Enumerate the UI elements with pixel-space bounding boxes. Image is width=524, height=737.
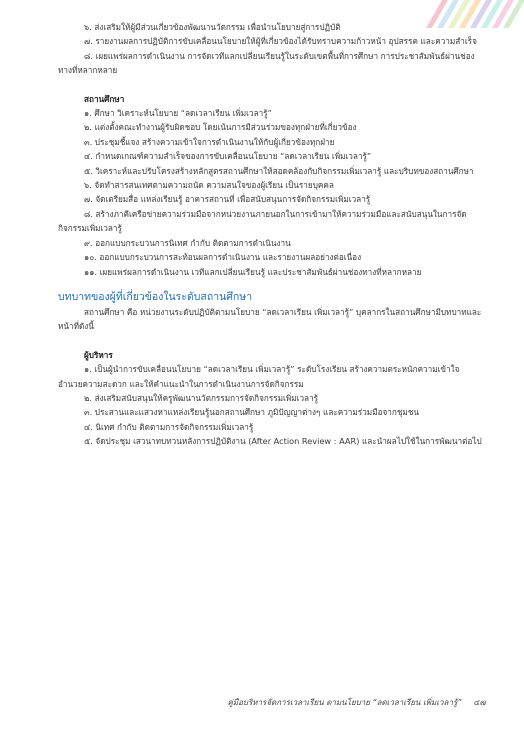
list-item: ๔. นิเทศ กำกับ ติดตามการจัดกิจกรรมเพิ่มเวลารู้ (84, 421, 254, 432)
section-heading-admin: ผู้บริหาร (84, 349, 113, 360)
page-content (58, 20, 486, 449)
list-item: ๒. แต่งตั้งคณะทำงานผู้รับผิดชอบ โดยเน้นการมีส่วนร่วมของทุกฝ่ายที่เกี่ยวข้อง (84, 122, 357, 133)
list-item: ๒. ส่งเสริมสนับสนุนให้ครูพัฒนานวัตกรรมการจัดกิจกรรมเพิ่มเวลารู้ (84, 392, 319, 403)
page-number: ๔๗ (473, 698, 486, 707)
list-item: ๑. ศึกษา วิเคราะห์นโยบาย “ลดเวลาเรียน เพิ่มเวลารู้” (84, 108, 272, 119)
page-footer (0, 696, 486, 709)
list-item: ๓. ประสานและแสวงหาแหล่งเรียนรู้นอกสถานศึกษา ภูมิปัญญาต่างๆ และความร่วมมือจากชุมชน (84, 407, 419, 418)
paragraph: ๘. เผยแพร่ผลการดำเนินงาน การจัดเวทีแลกเปลี่ยนเรียนรู้ในระดับเขตพื้นที่การศึกษา การประชาสัมพันธ์ผ่านช่องทางที่หลากหลาย (58, 50, 475, 76)
list-item: ๔. กำหนดเกณฑ์ความสำเร็จของการขับเคลื่อนนโยบาย “ลดเวลาเรียน เพิ่มเวลารู้” (84, 151, 372, 162)
footer-title: คู่มือบริหารจัดการเวลาเรียน ตามนโยบาย “ลดเวลาเรียน เพิ่มเวลารู้” (227, 698, 462, 707)
list-item: ๑๑. เผยแพร่ผลการดำเนินงาน เวทีแลกเปลี่ยนเรียนรู้ และประชาสัมพันธ์ผ่านช่องทางที่หลากหลาย (84, 266, 422, 277)
list-item: ๖. จัดทำสารสนเทศตามความถนัด ความสนใจของผู้เรียน เป็นรายบุคคล (84, 180, 334, 191)
roles-heading: บทบาทของผู้ที่เกี่ยวข้องในระดับสถานศึกษา (58, 290, 253, 303)
list-item: ๑๐. ออกแบบกระบวนการสะท้อนผลการดำเนินงาน และรายงานผลอย่างต่อเนื่อง (84, 252, 362, 263)
list-item: ๗. จัดเตรียมสื่อ แหล่งเรียนรู้ อาคารสถานที่ เพื่อสนับสนุนการจัดกิจกรรมเพิ่มเวลารู้ (84, 194, 371, 205)
list-item: ๘. สร้างภาคีเครือข่ายความร่วมมือจากหน่วยงานภายนอกในการเข้ามาให้ความร่วมมือและสนับสนุนในการจัดกิจกรรมเพิ่มเวลารู้ (58, 208, 467, 234)
list-item: ๕. จัดประชุม เสวนาทบทวนหลังการปฏิบัติงาน (After Action Review : AAR) และนำผลไปใช้ในการพัฒนาต่อไป (84, 436, 482, 447)
list-item: ๓. ประชุมชี้แจง สร้างความเข้าใจการดำเนินงานให้กับผู้เกี่ยวข้องทุกฝ่าย (84, 136, 335, 147)
list-item: ๙. ออกแบบกระบวนการนิเทศ กำกับ ติดตามการดำเนินงาน (84, 237, 291, 248)
list-item: ๕. วิเคราะห์และปรับโครงสร้างหลักสูตรสถานศึกษาให้สอดคล้องกับกิจกรรมเพิ่มเวลารู้ และบริบทของสถานศึกษา (84, 165, 474, 176)
roles-intro: สถานศึกษา คือ หน่วยงานระดับปฏิบัติตามนโยบาย “ลดเวลาเรียน เพิ่มเวลารู้” บุคลากรในสถานศึกษามีบทบาทและหน้าที่ดังนี้ (58, 306, 482, 332)
paragraph: ๗. รายงานผลการปฏิบัติการขับเคลื่อนนโยบายให้ผู้ที่เกี่ยวข้องได้รับทราบความก้าวหน้า อุปสรรค และความสำเร็จ (84, 36, 477, 47)
section-heading-school: สถานศึกษา (84, 93, 125, 104)
list-item: ๑. เป็นผู้นำการขับเคลื่อนนโยบาย “ลดเวลาเรียน เพิ่มเวลารู้” ระดับโรงเรียน สร้างความตระหนักความเข้าใจ อำนวยความสะดวก และให้คำแนะนำในการดำเนินงานการจัดกิจกรรม (58, 364, 460, 389)
paragraph: ๖. ส่งเสริมให้ผู้มีส่วนเกี่ยวข้องพัฒนานวัตกรรม เพื่อนำนโยบายสู่การปฏิบัติ (84, 22, 341, 32)
